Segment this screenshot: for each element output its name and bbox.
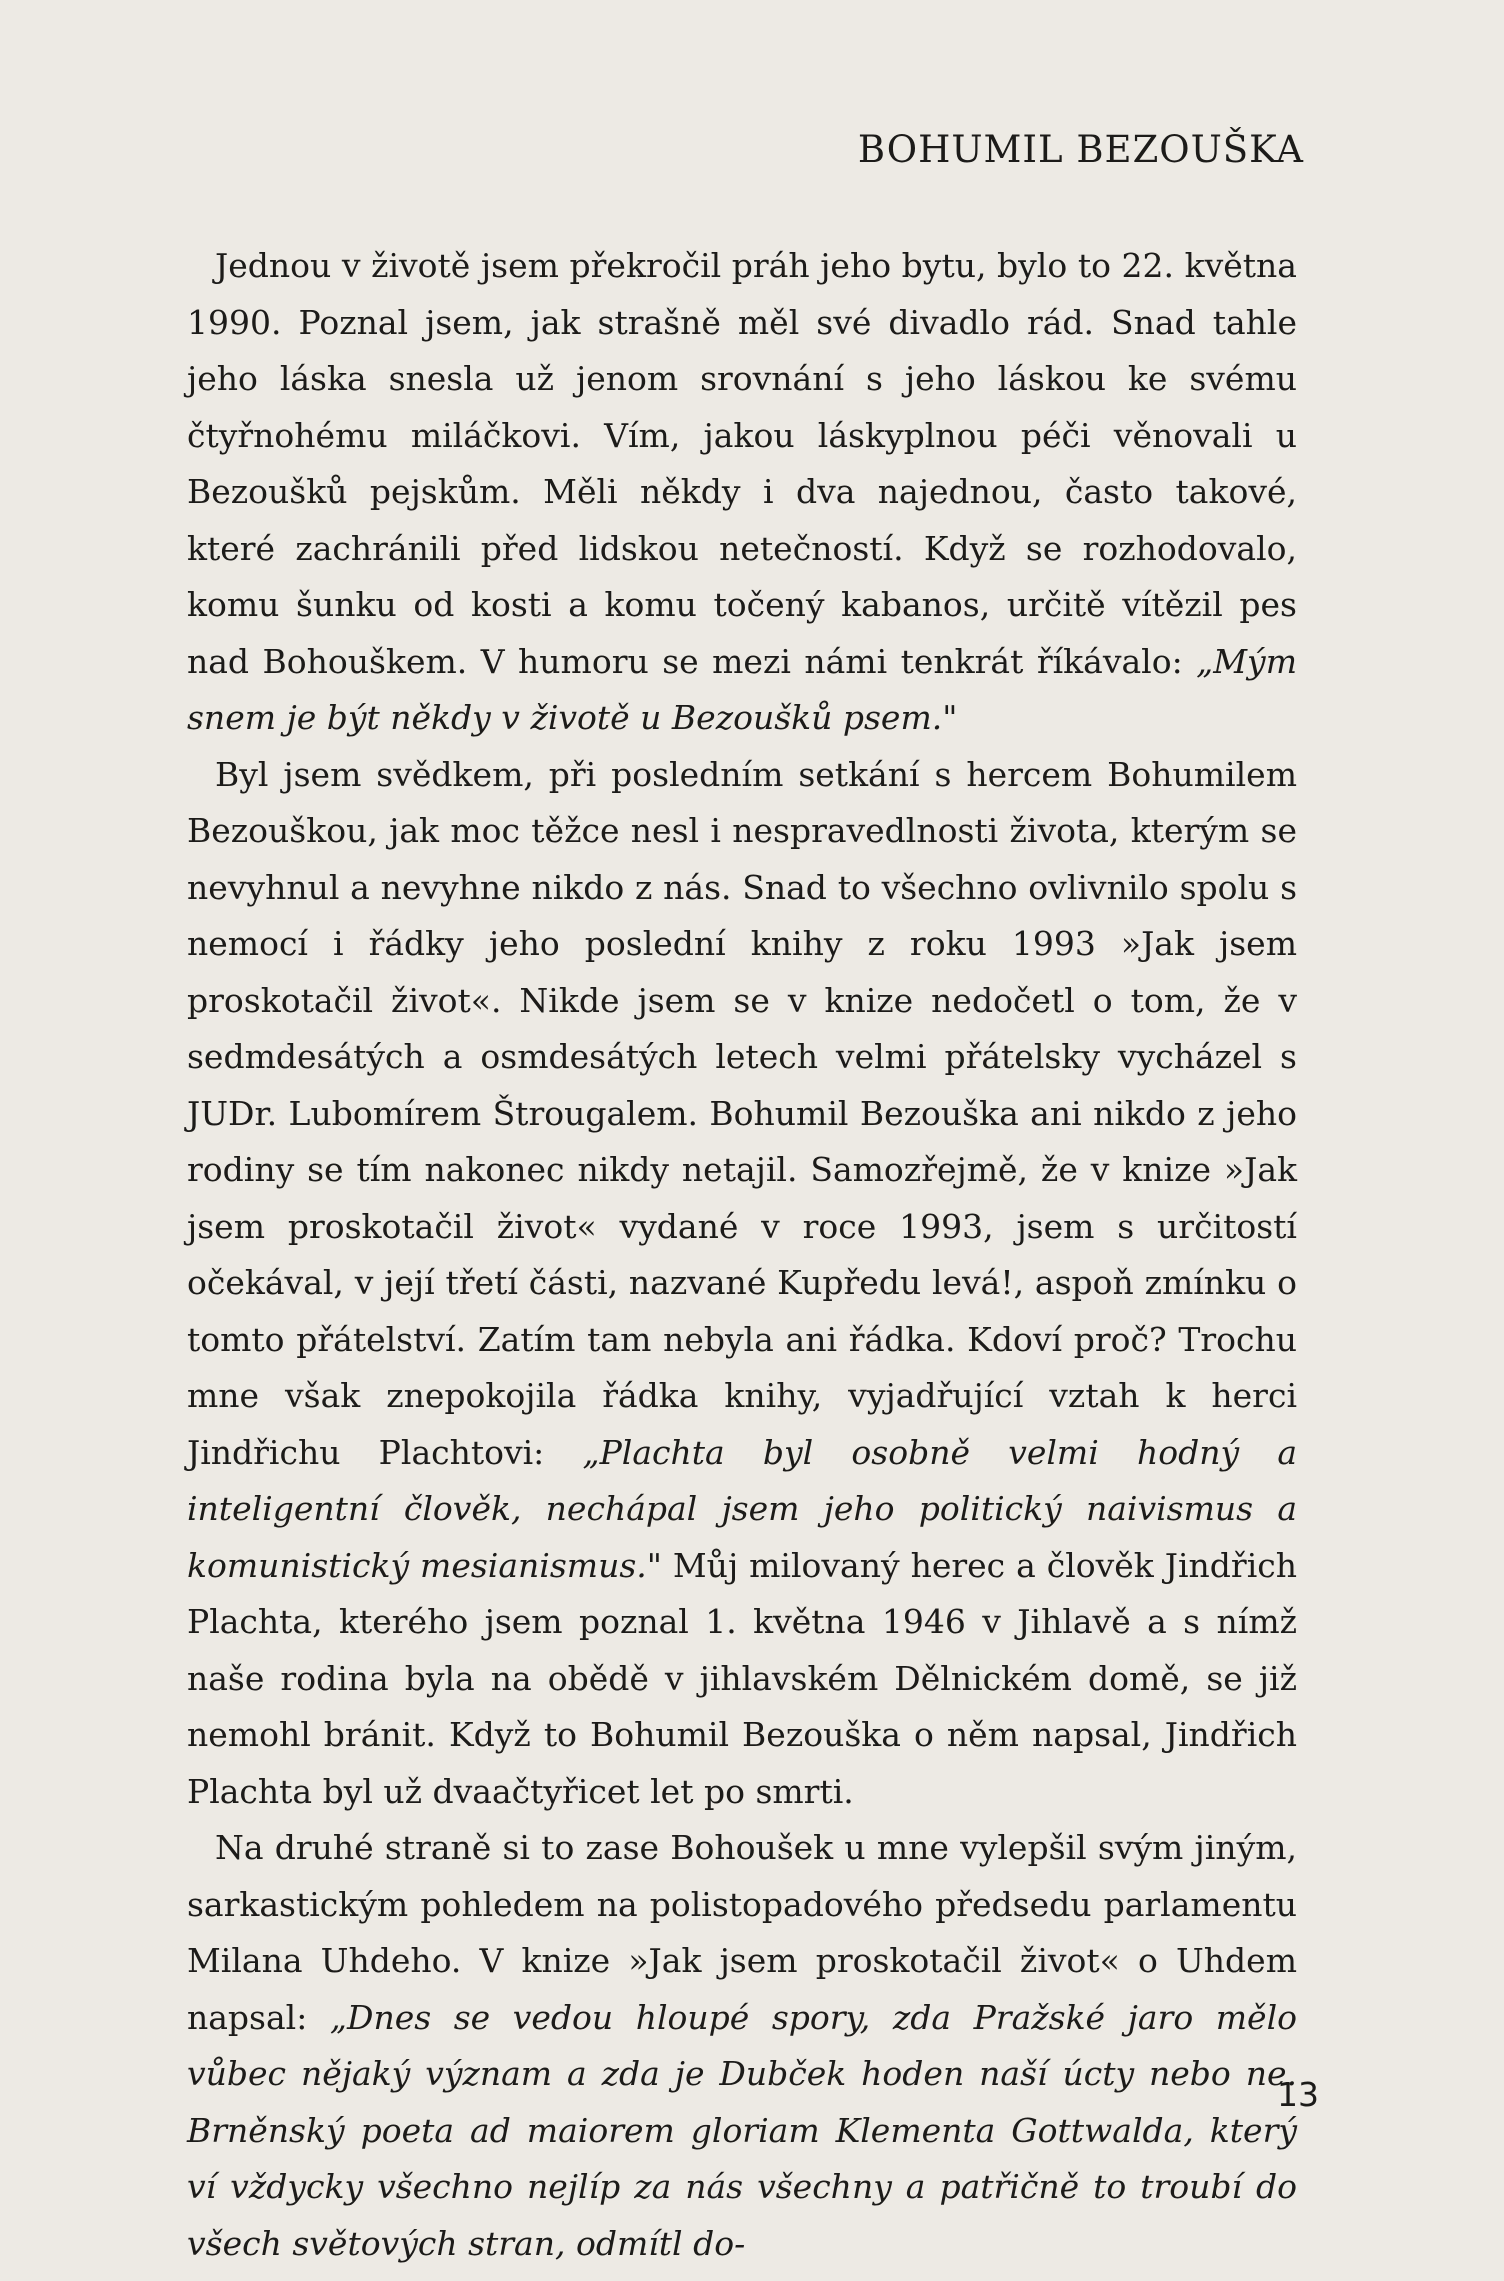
text-segment: Jednou v životě jsem překročil práh jeho bytu, bylo to 22. května 1990. Poznal jsem, jak strašně měl své divadlo rád. Snad tahle jeho láska snesla už jenom srovnání s jeho láskou ke svému čtyřnohému miláčkovi. Vím, jakou láskyplnou péči věnovali u Bezoušků pejskům. Měli někdy i dva najednou, často takové, které zachránili před lidskou netečností. Když se rozhodovalo, komu šunku od kosti a komu točený kabanos, určitě vítězil pes nad Bohouškem. V humoru se mezi námi tenkrát říkávalo: bbox=[187, 246, 1297, 681]
italic-quote: „Dnes se vedou hloupé spory, zda Pražské jaro mělo vůbec nějaký význam a zda je Dubček hoden naší úcty nebo ne. Brněnský poeta ad maiorem gloriam Klementa Gottwalda, který ví vždycky všechno nejlíp za nás všechny a patřičně to troubí do všech světových stran, odmítl do- bbox=[187, 1997, 1297, 2263]
text-segment: Můj milovaný herec a člověk Jindřich Plachta, kterého jsem poznal 1. května 1946 v Jihlavě a s nímž naše rodina byla na obědě v jihlavském Dělnickém domě, se již nemohl bránit. Když to Bohumil Bezouška o něm napsal, Jindřich Plachta byl už dvaačtyřicet let po smrti. bbox=[187, 1545, 1297, 1811]
italic-quote: „Plachta byl osobně velmi hodný a inteligentní člověk, nechápal jsem jeho politický naivismus a komunistický mesianismus." bbox=[187, 1432, 1297, 1585]
paragraph bbox=[187, 1820, 1297, 2272]
body-text bbox=[187, 238, 1297, 2272]
running-head: BOHUMIL BEZOUŠKA bbox=[857, 128, 1304, 171]
italic-quote: „Mým snem je být někdy v životě u Bezoušků psem." bbox=[187, 641, 1297, 737]
page-number: 13 bbox=[1277, 2075, 1319, 2114]
paragraph bbox=[187, 747, 1297, 1821]
text-segment: Na druhé straně si to zase Bohoušek u mne vylepšil svým jiným, sarkastickým pohledem na polistopadového předsedu parlamentu Milana Uhdeho. V knize »Jak jsem proskotačil život« o Uhdem napsal: bbox=[187, 1828, 1297, 2037]
text-segment: Byl jsem svědkem, při posledním setkání s hercem Bohumilem Bezouškou, jak moc těžce nesl i nespravedlnosti života, kterým se nevyhnul a nevyhne nikdo z nás. Snad to všechno ovlivnilo spolu s nemocí i řádky jeho poslední knihy z roku 1993 »Jak jsem proskotačil život«. Nikde jsem se v knize nedočetl o tom, že v sedmdesátých a osmdesátých letech velmi přátelsky vycházel s JUDr. Lubomírem Štrougalem. Bohumil Bezouška ani nikdo z jeho rodiny se tím nakonec nikdy netajil. Samozřejmě, že v knize »Jak jsem proskotačil život« vydané v roce 1993, jsem s určitostí očekával, v její třetí části, nazvané Kupředu levá!, aspoň zmínku o tomto přátelství. Zatím tam nebyla ani řádka. Kdoví proč? Trochu mne však znepokojila řádka knihy, vyjadřující vztah k herci Jindřichu Plachtovi: bbox=[187, 754, 1297, 1472]
paragraph bbox=[187, 238, 1297, 747]
